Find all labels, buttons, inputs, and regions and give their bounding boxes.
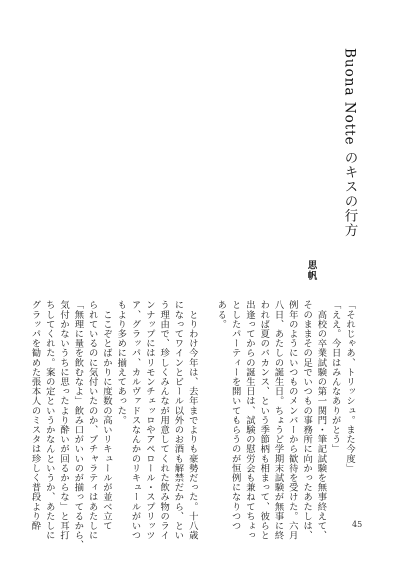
text-line: 「それじゃあ、トリッシュ。また今度」 <box>344 300 355 473</box>
story-title-japanese: のキスの行方 <box>341 150 358 238</box>
text-line: そのままその足でいつもの事務所に向かったあたしは、 <box>301 300 313 540</box>
text-line: 気付かないうちに思ったより酔いが回るからな」と耳打 <box>58 300 70 540</box>
text-line: ンナップにはリモンチェッロやアペロール・スプリッツ <box>143 300 155 540</box>
story-title <box>342 48 356 238</box>
text-line <box>199 300 213 540</box>
body-text <box>27 300 356 550</box>
text-line: 例年のようにいつものメンバーから歓待を受けた。六月 <box>286 300 298 540</box>
page-number: 45 <box>352 520 363 529</box>
author-name: 思帆 <box>305 260 317 281</box>
story-title-latin: Buona Notte <box>341 48 358 146</box>
text-line: ここぞとばかりに度数の高いリキュールが並べ立て <box>100 300 112 531</box>
text-line: 高校の卒業試験の第一関門・筆記試験を無事終えて、 <box>315 300 327 540</box>
text-line: ある。 <box>215 300 227 329</box>
text-line: になってワインとビール以外のお酒も解禁だから、とい <box>172 300 184 540</box>
text-line: 「無理に量を飲むなよ」飲み口がいいのが揃ってるから、 <box>72 300 84 550</box>
text-line: グラッパを勧めた張本人のミスタは珍しく普段より酔 <box>29 300 41 531</box>
text-line: われば夏のバカンス、という季節柄も相まって、彼らと <box>258 300 270 540</box>
text-line: としたパーティーを開いてもらうのが恒例になりつつ <box>229 300 241 531</box>
text-line: ア、グラッパ、カルヴァドスなんかのリキュールがいつ <box>129 300 141 540</box>
text-line: 「ええ。今日はみんなありがとう」 <box>329 300 341 454</box>
text-line: う理由で、珍しくみんなが用意してくれた飲み物のライ <box>158 300 170 540</box>
text-line: 八日、あたしの誕生日。ちょうど学期末試験が無事に終 <box>272 300 284 540</box>
text-line: られているのに気付いたのか、ブチャラティはあたしに <box>86 300 98 540</box>
text-line: 出逢ってからの誕生日は、試験の慰労会も兼ねてちょっ <box>243 300 255 540</box>
text-line: ちしてくれた。案の定というかなんというか、あたしに <box>43 300 55 540</box>
text-line: もより多めに揃えてあった。 <box>115 300 127 425</box>
text-line: とりわけ今年は、去年までよりも豪勢だった。十八歳 <box>186 300 198 540</box>
